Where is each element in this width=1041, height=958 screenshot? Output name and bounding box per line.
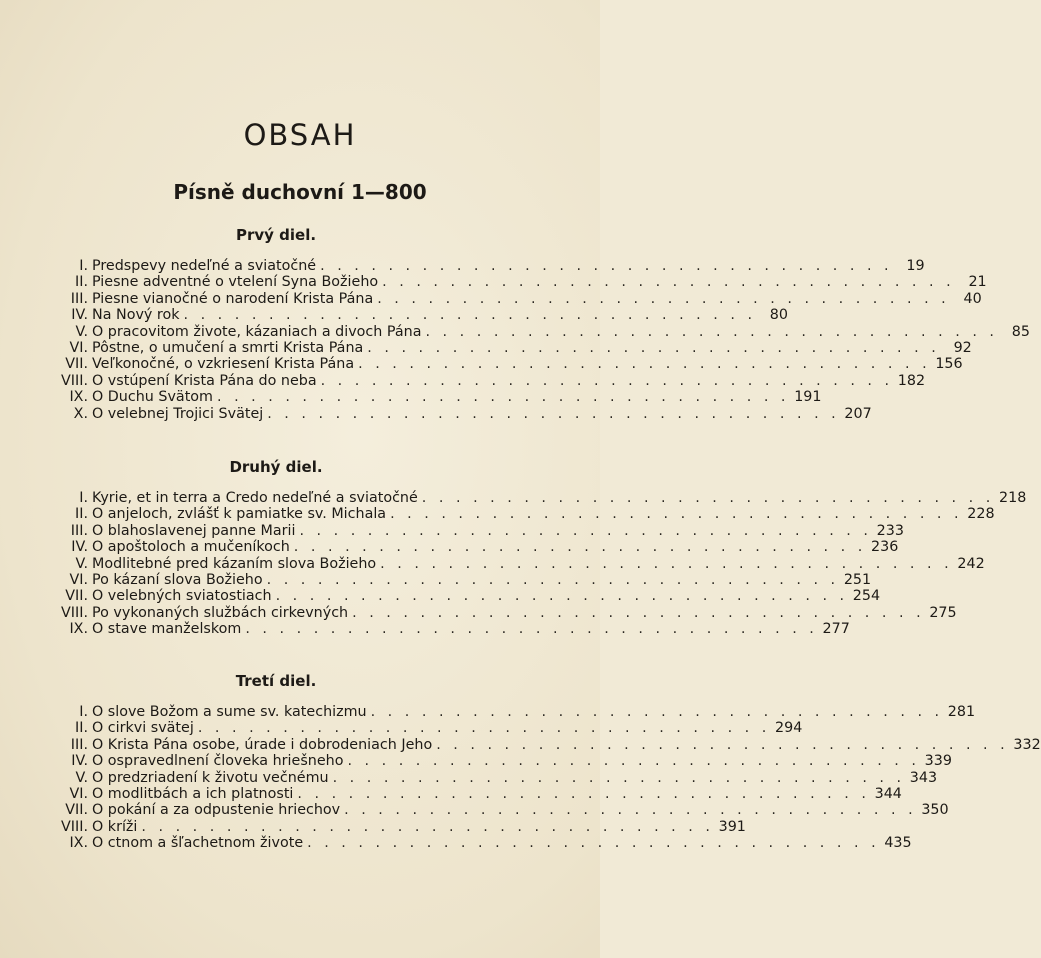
entry-number: I. (79, 258, 88, 274)
toc-entry (30, 323, 1030, 340)
entry-number: X. (73, 405, 88, 422)
entry-number: I. (79, 704, 88, 720)
toc-entry (30, 339, 972, 356)
toc-section-1 (30, 258, 1030, 422)
dot-leader: . . . . . . . . . . . . . . . . . . . . . . . . . . . . . . . . . . (358, 356, 931, 373)
dot-leader: . . . . . . . . . . . . . . . . . . . . . . . . . . . . . . . . . . (320, 372, 894, 389)
dot-leader: . . . . . . . . . . . . . . . . . . . . . . . . . . . . . . . . . . (183, 307, 756, 324)
entry-page-number: 281 (947, 704, 976, 720)
toc-entry (30, 604, 957, 621)
entry-number: III. (70, 736, 88, 753)
toc-entry (30, 802, 949, 819)
entry-page-number: 182 (897, 372, 926, 389)
entry-title: O velebných sviatostiach (92, 588, 272, 605)
entry-page-number: 85 (1011, 323, 1030, 340)
entry-page-number: 19 (906, 258, 925, 274)
entry-title: O apoštoloch a mučeníkoch (92, 539, 290, 556)
entry-title: Po vykonaných službách cirkevných (92, 604, 349, 621)
dot-leader: . . . . . . . . . . . . . . . . . . . . . . . . . . . . . . . . . . (216, 389, 790, 406)
toc-entry (30, 539, 899, 556)
entry-number: IV. (71, 307, 88, 324)
toc-entry (30, 753, 952, 770)
entry-number: II. (75, 720, 88, 737)
entry-page-number: 228 (967, 506, 995, 523)
toc-entry (30, 621, 850, 638)
entry-number: V. (75, 769, 88, 786)
toc-section-3 (30, 704, 1041, 852)
entry-page-number: 435 (884, 835, 912, 852)
toc-entry (30, 785, 902, 802)
toc-entry (30, 290, 982, 307)
entry-number: IX. (69, 835, 88, 852)
entry-number: II. (75, 506, 88, 523)
dot-leader: . . . . . . . . . . . . . . . . . . . . . . . . . . . . . . . . . . (344, 802, 917, 819)
toc-entry (30, 720, 803, 737)
page-subtitle: Písně duchovní 1—800 (173, 180, 427, 204)
toc-entry (30, 258, 925, 274)
entry-number: III. (70, 522, 88, 539)
entry-page-number: 218 (999, 490, 1027, 506)
dot-leader: . . . . . . . . . . . . . . . . . . . . . . . . . . . . . . . . . . (347, 753, 920, 770)
entry-page-number: 294 (775, 720, 803, 737)
page-title: OBSAH (243, 118, 357, 152)
entry-title: Modlitebné pred kázaním slova Božieho (92, 555, 377, 572)
entry-page-number: 332 (1013, 736, 1041, 753)
toc-entry (30, 405, 872, 422)
entry-number: VI. (69, 571, 88, 588)
toc-entry (30, 307, 788, 324)
entry-page-number: 21 (968, 274, 987, 291)
toc-entry (30, 274, 987, 291)
entry-number: II. (75, 274, 88, 291)
toc-entry (30, 389, 822, 406)
entry-title: Po kázaní slova Božieho (92, 571, 263, 588)
entry-title: O velebnej Trojici Svätej (92, 405, 264, 422)
entry-title: O blahoslavenej panne Marii (92, 522, 296, 539)
entry-page-number: 343 (909, 769, 938, 786)
dot-leader: . . . . . . . . . . . . . . . . . . . . . . . . . . . . . . . . . . (370, 704, 944, 720)
dot-leader: . . . . . . . . . . . . . . . . . . . . . . . . . . . . . . . . . . (267, 405, 840, 422)
toc-entry (30, 835, 912, 852)
dot-leader: . . . . . . . . . . . . . . . . . . . . . . . . . . . . . . . . . . (299, 522, 872, 539)
entry-number: IV. (71, 753, 88, 770)
entry-title: Piesne vianočné o narodení Krista Pána (92, 290, 374, 307)
entry-number: IV. (71, 539, 88, 556)
toc-entry (30, 704, 976, 720)
entry-page-number: 92 (953, 339, 972, 356)
entry-title: Piesne adventné o vtelení Syna Božieho (92, 274, 379, 291)
toc-entry (30, 818, 746, 835)
entry-title: Kyrie, et in terra a Credo nedeľné a sviatočné (92, 490, 418, 506)
entry-page-number: 339 (924, 753, 952, 770)
entry-page-number: 156 (935, 356, 963, 373)
entry-page-number: 236 (871, 539, 899, 556)
dot-leader: . . . . . . . . . . . . . . . . . . . . . . . . . . . . . . . . . . (390, 506, 963, 523)
dot-leader: . . . . . . . . . . . . . . . . . . . . . . . . . . . . . . . . . . (307, 835, 880, 852)
dot-leader: . . . . . . . . . . . . . . . . . . . . . . . . . . . . . . . . . . (275, 588, 849, 605)
entry-number: VI. (69, 785, 88, 802)
entry-title: O pokání a za odpustenie hriechov (92, 802, 341, 819)
section-heading-3: Tretí diel. (235, 672, 317, 690)
section-heading-1: Prvý diel. (235, 226, 317, 244)
entry-number: VII. (65, 802, 88, 819)
entry-page-number: 277 (822, 621, 850, 638)
entry-page-number: 242 (957, 555, 985, 572)
entry-number: V. (75, 555, 88, 572)
entry-page-number: 275 (929, 604, 957, 621)
toc-entry (30, 506, 995, 523)
entry-title: O modlitbách a ich platnosti (92, 785, 294, 802)
entry-title: O Krista Pána osobe, úrade i dobrodeniach Jeho (92, 736, 433, 753)
dot-leader: . . . . . . . . . . . . . . . . . . . . . . . . . . . . . . . . . . (367, 339, 940, 356)
toc-entry (30, 571, 872, 588)
dot-leader: . . . . . . . . . . . . . . . . . . . . . . . . . . . . . . . . . . (382, 274, 955, 291)
entry-page-number: 191 (794, 389, 822, 406)
entry-title: Pôstne, o umučení a smrti Krista Pána (92, 339, 364, 356)
entry-title: O stave manželskom (92, 621, 242, 638)
dot-leader: . . . . . . . . . . . . . . . . . . . . . . . . . . . . . . . . . . (421, 490, 995, 506)
dot-leader: . . . . . . . . . . . . . . . . . . . . . . . . . . . . . . . . . . (332, 769, 906, 786)
entry-number: III. (70, 290, 88, 307)
entry-title: O predzriadení k životu večnému (92, 769, 329, 786)
entry-number: IX. (69, 389, 88, 406)
entry-page-number: 207 (844, 405, 872, 422)
entry-number: VIII. (61, 604, 88, 621)
toc-section-2 (30, 490, 1027, 638)
entry-title: O vstúpení Krista Pána do neba (92, 372, 317, 389)
entry-title: O Duchu Svätom (92, 389, 213, 406)
toc-entry (30, 769, 938, 786)
entry-page-number: 254 (852, 588, 881, 605)
dot-leader: . . . . . . . . . . . . . . . . . . . . . . . . . . . . . . . . . . (380, 555, 953, 572)
toc-entry (30, 356, 963, 373)
dot-leader: . . . . . . . . . . . . . . . . . . . . . . . . . . . . . . . . . . (266, 571, 840, 588)
entry-title: O kríži (92, 818, 138, 835)
entry-title: O pracovitom živote, kázaniach a divoch Pána (92, 323, 422, 340)
toc-entry (30, 522, 904, 539)
entry-title: O slove Božom a sume sv. katechizmu (92, 704, 367, 720)
entry-number: VIII. (61, 818, 88, 835)
toc-entry (30, 490, 1027, 506)
entry-title: Predspevy nedeľné a sviatočné (92, 258, 317, 274)
toc-entry (30, 588, 881, 605)
dot-leader: . . . . . . . . . . . . . . . . . . . . . . . . . . . . . . . . . . (197, 720, 771, 737)
dot-leader: . . . . . . . . . . . . . . . . . . . . . . . . . . . . . . . . . . (377, 290, 950, 307)
entry-number: VII. (65, 588, 88, 605)
entry-title: Veľkonočné, o vzkriesení Krista Pána (92, 356, 355, 373)
entry-number: VIII. (61, 372, 88, 389)
entry-number: VII. (65, 356, 88, 373)
dot-leader: . . . . . . . . . . . . . . . . . . . . . . . . . . . . . . . . . . (297, 785, 870, 802)
entry-number: VI. (69, 339, 88, 356)
entry-page-number: 344 (874, 785, 902, 802)
entry-title: O ctnom a šľachetnom živote (92, 835, 304, 852)
dot-leader: . . . . . . . . . . . . . . . . . . . . . . . . . . . . . . . . . . (141, 818, 714, 835)
dot-leader: . . . . . . . . . . . . . . . . . . . . . . . . . . . . . . . . . . (320, 258, 893, 274)
entry-title: Na Nový rok (92, 307, 180, 324)
entry-title: O cirkvi svätej (92, 720, 194, 737)
entry-page-number: 233 (876, 522, 904, 539)
entry-page-number: 251 (843, 571, 872, 588)
entry-number: IX. (69, 621, 88, 638)
entry-page-number: 40 (963, 290, 982, 307)
dot-leader: . . . . . . . . . . . . . . . . . . . . . . . . . . . . . . . . . . (436, 736, 1009, 753)
dot-leader: . . . . . . . . . . . . . . . . . . . . . . . . . . . . . . . . . . (293, 539, 867, 556)
dot-leader: . . . . . . . . . . . . . . . . . . . . . . . . . . . . . . . . . . (425, 323, 998, 340)
dot-leader: . . . . . . . . . . . . . . . . . . . . . . . . . . . . . . . . . . (352, 604, 925, 621)
entry-number: I. (79, 490, 88, 506)
entry-title: O ospravedlnení človeka hriešneho (92, 753, 344, 770)
section-heading-2: Druhý diel. (229, 458, 323, 476)
toc-entry (30, 555, 985, 572)
entry-page-number: 391 (718, 818, 746, 835)
entry-number: V. (75, 323, 88, 340)
entry-title: O anjeloch, zvlášť k pamiatke sv. Michala (92, 506, 387, 523)
dot-leader: . . . . . . . . . . . . . . . . . . . . . . . . . . . . . . . . . . (245, 621, 818, 638)
toc-entry (30, 736, 1041, 753)
toc-entry (30, 372, 926, 389)
entry-page-number: 350 (921, 802, 949, 819)
entry-page-number: 80 (769, 307, 788, 324)
